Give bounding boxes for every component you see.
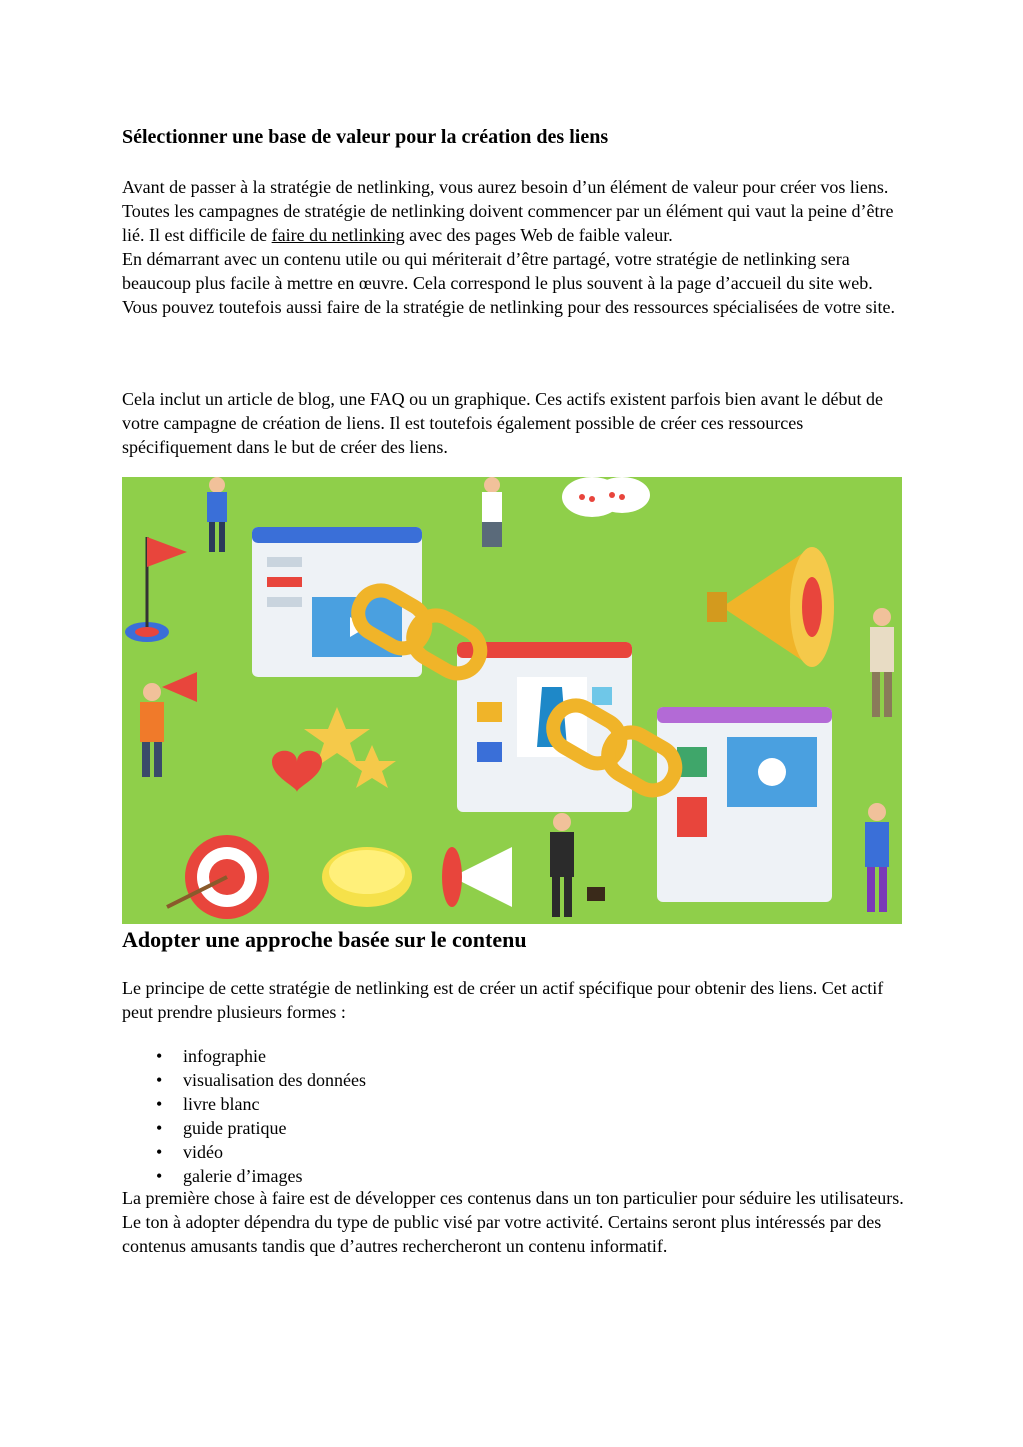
browser-window-icon <box>657 707 832 902</box>
paragraph-intro-text: Avant de passer à la stratégie de netlinking, vous aurez besoin d’un élément de valeur pour créer vos liens. Toutes les campagnes de stratégie de netlinking doivent commencer par un élément qui vaut la peine d’être lié. Il est difficile de <box>122 177 894 245</box>
list-item-text: visualisation des données <box>183 1070 366 1090</box>
bullet: • <box>156 1118 163 1138</box>
bullet: • <box>156 1046 163 1066</box>
paragraph-intro-line2: En démarrant avec un contenu utile ou qui mériterait d’être partagé, votre stratégie de netlinking sera beaucoup plus facile à mettre en œuvre. Cela correspond le plus souvent à la page d’accueil du site web. Vous pouvez toutefois aussi faire de la stratégie de netlinking pour des ressources spécialisées de votre site. <box>122 249 895 317</box>
netlinking-link[interactable]: faire du netlinking <box>271 225 405 245</box>
paragraph-intro-text-end: avec des pages Web de faible valeur. <box>404 225 673 245</box>
bullet: • <box>156 1166 163 1186</box>
bullet: • <box>156 1094 163 1114</box>
list-item <box>122 1044 366 1068</box>
bullet: • <box>156 1142 163 1162</box>
list-item <box>122 1140 366 1164</box>
illustration-svg <box>122 477 902 924</box>
list-item-text: guide pratique <box>183 1118 287 1138</box>
asset-forms-list <box>122 1044 366 1188</box>
paragraph-intro <box>122 175 904 319</box>
bullet: • <box>156 1070 163 1090</box>
list-item-text: infographie <box>183 1046 266 1066</box>
list-item-text: vidéo <box>183 1142 223 1162</box>
coin-icon <box>322 847 412 907</box>
list-item-text: livre blanc <box>183 1094 260 1114</box>
person-icon <box>482 477 502 547</box>
paragraph-tone: La première chose à faire est de développer ces contenus dans un ton particulier pour séduire les utilisateurs. Le ton à adopter dépendra du type de public visé par votre activité. Certains seront plus intéressés par des contenus amusants tandis que d’autres rechercheront un contenu informatif. <box>122 1188 904 1256</box>
paragraph-assets: Cela inclut un article de blog, une FAQ ou un graphique. Ces actifs existent parfois bien avant le début de votre campagne de création de liens. Il est toutefois également possible de créer ces ressources spécifiquement dans le but de créer des liens. <box>122 389 883 457</box>
section-heading-content-approach: Adopter une approche basée sur le contenu <box>122 927 527 952</box>
list-item <box>122 1164 366 1188</box>
list-item <box>122 1092 366 1116</box>
list-item-text: galerie d’images <box>183 1166 303 1186</box>
section-heading-value-base: Sélectionner une base de valeur pour la création des liens <box>122 126 609 148</box>
paragraph-principle: Le principe de cette stratégie de netlinking est de créer un actif spécifique pour obtenir des liens. Cet actif peut prendre plusieurs formes : <box>122 978 884 1022</box>
netlinking-illustration <box>122 477 902 924</box>
list-item <box>122 1116 366 1140</box>
list-item <box>122 1068 366 1092</box>
